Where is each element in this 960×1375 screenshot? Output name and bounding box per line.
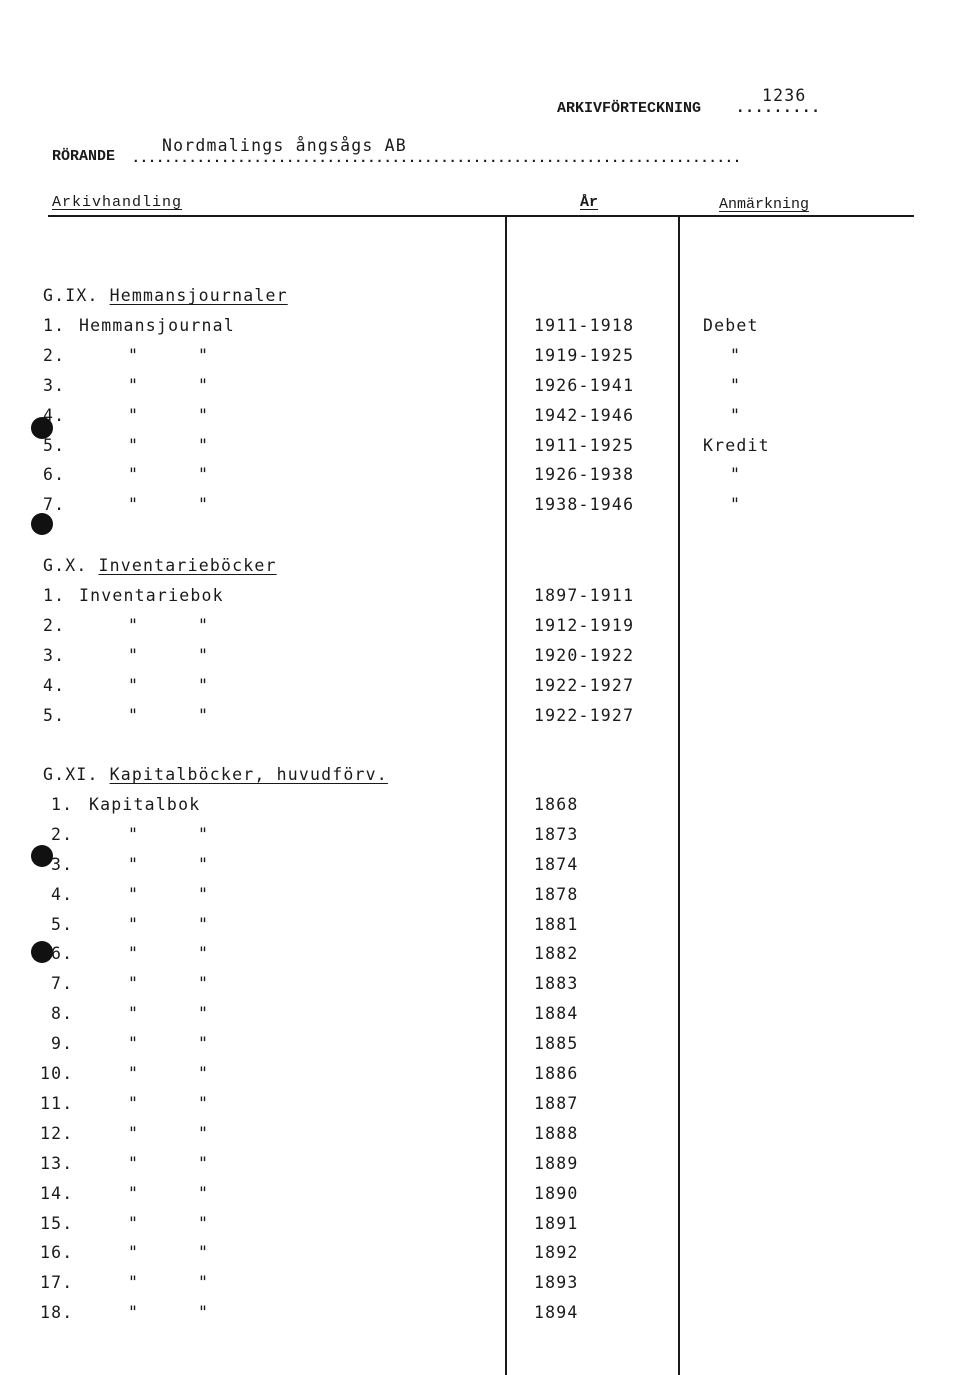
row-number: 1. <box>43 585 66 605</box>
row-number: 5. <box>43 705 66 725</box>
row-title: " <box>128 615 140 635</box>
row-title: " <box>128 1004 140 1024</box>
row-ditto: " <box>198 1213 210 1233</box>
row-ditto: " <box>198 675 210 695</box>
row-ditto: " <box>198 854 210 874</box>
row-ditto: " <box>198 1153 210 1173</box>
row-title: " <box>128 824 140 844</box>
row-number: 8. <box>51 1004 74 1024</box>
row-ditto: " <box>198 1183 210 1203</box>
row-ditto: " <box>198 615 210 635</box>
row-number: 4. <box>43 675 66 695</box>
row-ditto: " <box>198 1303 210 1323</box>
row-title: " <box>128 1243 140 1263</box>
row-title: " <box>128 435 140 455</box>
row-number: 1. <box>43 315 66 335</box>
row-number: 3. <box>43 645 66 665</box>
column-header-anmarkning: Anmärkning <box>719 196 810 213</box>
row-ditto: " <box>198 1123 210 1143</box>
arkiv-label: ARKIVFÖRTECKNING <box>557 100 702 117</box>
row-year: 1873 <box>534 824 579 844</box>
row-title: " <box>128 914 140 934</box>
row-year: 1887 <box>534 1093 579 1113</box>
row-number: 4. <box>51 884 74 904</box>
row-year: 1892 <box>534 1243 579 1263</box>
rorande-label: RÖRANDE <box>52 148 116 165</box>
row-number: 9. <box>51 1034 74 1054</box>
row-year: 1926-1938 <box>534 465 635 485</box>
row-title: Inventariebok <box>79 585 224 605</box>
row-year: 1897-1911 <box>534 585 635 605</box>
row-note: " <box>730 405 742 425</box>
row-ditto: " <box>198 405 210 425</box>
row-year: 1920-1922 <box>534 645 635 665</box>
row-year: 1891 <box>534 1213 579 1233</box>
row-year: 1889 <box>534 1153 579 1173</box>
row-title: " <box>128 1093 140 1113</box>
row-ditto: " <box>198 375 210 395</box>
row-year: 1890 <box>534 1183 579 1203</box>
page-number: 1236 <box>762 86 807 105</box>
row-number: 2. <box>51 824 74 844</box>
row-year: 1868 <box>534 794 579 814</box>
header-rule <box>48 215 914 217</box>
section-title: Kapitalböcker, huvudförv. <box>109 765 388 784</box>
arkiv-dots: ......... <box>736 100 821 116</box>
row-year: 1882 <box>534 944 579 964</box>
row-title: " <box>128 495 140 515</box>
row-title: " <box>128 345 140 365</box>
row-title: " <box>128 675 140 695</box>
row-number: 7. <box>43 495 66 515</box>
subject-text: Nordmalings ångsågs AB <box>162 136 407 155</box>
row-ditto: " <box>198 495 210 515</box>
column-divider-right <box>678 216 680 1375</box>
row-title: " <box>128 1273 140 1293</box>
row-title: " <box>128 705 140 725</box>
row-year: 1942-1946 <box>534 405 635 425</box>
row-year: 1883 <box>534 974 579 994</box>
row-number: 6. <box>43 465 66 485</box>
row-year: 1874 <box>534 854 579 874</box>
row-ditto: " <box>198 824 210 844</box>
row-title: " <box>128 1183 140 1203</box>
row-number: 18. <box>40 1303 74 1323</box>
row-year: 1919-1925 <box>534 345 635 365</box>
punch-hole <box>31 845 53 867</box>
row-ditto: " <box>198 974 210 994</box>
row-ditto: " <box>198 914 210 934</box>
section-title: Inventarieböcker <box>98 556 277 575</box>
row-number: 17. <box>40 1273 74 1293</box>
row-number: 4. <box>43 405 66 425</box>
row-title: " <box>128 1213 140 1233</box>
row-number: 11. <box>40 1093 74 1113</box>
row-title: " <box>128 375 140 395</box>
row-number: 2. <box>43 345 66 365</box>
row-ditto: " <box>198 645 210 665</box>
row-year: 1911-1918 <box>534 315 635 335</box>
column-divider-left <box>505 216 507 1375</box>
column-header-ar: År <box>580 194 599 211</box>
row-ditto: " <box>198 345 210 365</box>
row-year: 1884 <box>534 1004 579 1024</box>
row-note: " <box>730 495 742 515</box>
rorande-dots: ........................................................................... <box>132 150 742 165</box>
column-header-arkivhandling: Arkivhandling <box>52 194 183 211</box>
row-number: 5. <box>43 435 66 455</box>
row-ditto: " <box>198 1093 210 1113</box>
row-note: Debet <box>703 315 759 335</box>
row-year: 1888 <box>534 1123 579 1143</box>
row-ditto: " <box>198 1034 210 1054</box>
row-ditto: " <box>198 1243 210 1263</box>
row-year: 1926-1941 <box>534 375 635 395</box>
row-note: " <box>730 375 742 395</box>
row-number: 15. <box>40 1213 74 1233</box>
row-title: " <box>128 944 140 964</box>
section-prefix: G.XI. <box>43 765 99 784</box>
row-title: " <box>128 1064 140 1083</box>
row-ditto: " <box>198 944 210 964</box>
row-ditto: " <box>198 1064 210 1083</box>
row-title: " <box>128 465 140 485</box>
row-number: 13. <box>40 1153 74 1173</box>
row-year: 1893 <box>534 1273 579 1293</box>
row-note: " <box>730 465 742 485</box>
row-title: " <box>128 854 140 874</box>
row-number: 3. <box>43 375 66 395</box>
row-year: 1894 <box>534 1303 579 1323</box>
punch-hole <box>31 513 53 535</box>
row-title: " <box>128 1153 140 1173</box>
row-number: 12. <box>40 1123 74 1143</box>
row-number: 2. <box>43 615 66 635</box>
section-prefix: G.IX. <box>43 286 99 305</box>
row-year: 1878 <box>534 884 579 904</box>
punch-hole <box>31 941 53 963</box>
row-number: 14. <box>40 1183 74 1203</box>
row-year: 1885 <box>534 1034 579 1054</box>
row-note: Kredit <box>703 435 770 455</box>
row-ditto: " <box>198 435 210 455</box>
row-number: 3. <box>51 854 74 874</box>
row-year: 1881 <box>534 914 579 934</box>
row-ditto: " <box>198 705 210 725</box>
section-prefix: G.X. <box>43 556 88 575</box>
row-title: " <box>128 645 140 665</box>
row-number: 5. <box>51 914 74 934</box>
row-title: " <box>128 1034 140 1054</box>
row-number: 16. <box>40 1243 74 1263</box>
row-number: 10. <box>40 1064 74 1083</box>
row-title: " <box>128 884 140 904</box>
row-ditto: " <box>198 465 210 485</box>
row-note: " <box>730 345 742 365</box>
row-number: 7. <box>51 974 74 994</box>
row-year: 1911-1925 <box>534 435 635 455</box>
row-title: Hemmansjournal <box>79 315 235 335</box>
row-ditto: " <box>198 884 210 904</box>
row-number: 1. <box>51 794 74 814</box>
row-year: 1922-1927 <box>534 705 635 725</box>
row-ditto: " <box>198 1004 210 1024</box>
row-title: " <box>128 1123 140 1143</box>
row-year: 1886 <box>534 1064 579 1083</box>
row-number: 6. <box>51 944 74 964</box>
row-title: " <box>128 1303 140 1323</box>
row-title: Kapitalbok <box>89 794 201 814</box>
row-year: 1912-1919 <box>534 615 635 635</box>
row-title: " <box>128 974 140 994</box>
section-title: Hemmansjournaler <box>109 286 288 305</box>
row-year: 1938-1946 <box>534 495 635 515</box>
row-ditto: " <box>198 1273 210 1293</box>
row-title: " <box>128 405 140 425</box>
row-year: 1922-1927 <box>534 675 635 695</box>
